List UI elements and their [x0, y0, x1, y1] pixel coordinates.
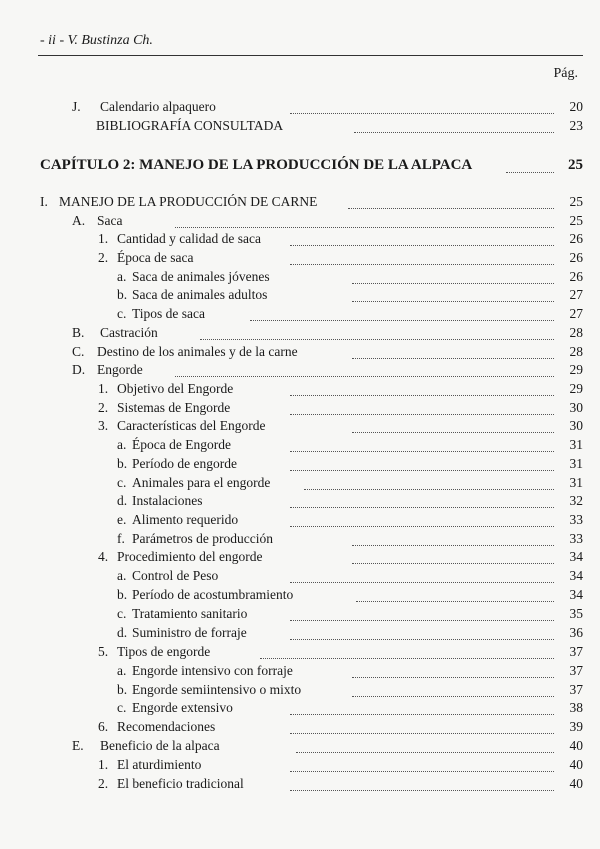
- toc-entry-title: Período de engorde: [132, 456, 237, 471]
- toc-entry: [0, 624, 600, 642]
- toc-entry-page-number: 33: [569, 512, 583, 527]
- toc-entry-marker: 1.: [98, 231, 109, 246]
- toc-entry-marker: c.: [117, 475, 127, 490]
- toc-entry-marker: a.: [117, 568, 127, 583]
- toc-entry: [0, 699, 600, 717]
- toc-entry: [0, 474, 600, 492]
- toc-entry: [0, 455, 600, 473]
- toc-entry-title: Saca: [97, 213, 123, 228]
- toc-entry-title: Engorde intensivo con forraje: [132, 663, 293, 678]
- dot-leader: [290, 702, 554, 715]
- toc-entry: [0, 567, 600, 585]
- toc-entry-title: Procedimiento del engorde: [117, 549, 263, 564]
- toc-entry-page-number: 26: [569, 250, 583, 265]
- toc-entry-page-number: 36: [569, 625, 583, 640]
- toc-entry-page-number: 26: [569, 231, 583, 246]
- dot-leader: [290, 778, 554, 791]
- dot-leader: [290, 458, 554, 471]
- toc-entry-page-number: 34: [569, 587, 583, 602]
- toc-entry-page-number: 38: [569, 700, 583, 715]
- dot-leader: [290, 101, 554, 114]
- toc-entry-marker: d.: [117, 625, 128, 640]
- toc-entry: [0, 737, 600, 755]
- toc-entry: [0, 718, 600, 736]
- toc-entry-title: CAPÍTULO 2: MANEJO DE LA PRODUCCIÓN DE LA ALPACA: [40, 157, 473, 173]
- toc-entry-title: Cantidad y calidad de saca: [117, 231, 261, 246]
- toc-entry: [0, 117, 600, 135]
- toc-entry-marker: 4.: [98, 549, 109, 564]
- toc-entry-title: Suministro de forraje: [132, 625, 247, 640]
- toc-entry-marker: f.: [117, 531, 125, 546]
- toc-entry-title: Castración: [100, 325, 158, 340]
- chapter-heading: [0, 155, 600, 175]
- toc-entry-title: Engorde semiintensivo o mixto: [132, 682, 302, 697]
- dot-leader: [352, 271, 554, 284]
- toc-entry-title: Destino de los animales y de la carne: [97, 344, 298, 359]
- toc-entry: [0, 193, 600, 211]
- toc-entry-page-number: 40: [569, 776, 583, 791]
- dot-leader: [200, 327, 554, 340]
- dot-leader: [290, 570, 554, 583]
- toc-entry: [0, 230, 600, 248]
- dot-leader: [290, 439, 554, 452]
- toc-entry-title: MANEJO DE LA PRODUCCIÓN DE CARNE: [59, 194, 318, 209]
- dot-leader: [352, 346, 554, 359]
- toc-entry-page-number: 34: [569, 568, 583, 583]
- toc-entry-marker: C.: [72, 344, 85, 359]
- page-column-label: Pág.: [553, 66, 578, 81]
- toc-entry-marker: a.: [117, 437, 127, 452]
- toc-entry-title: Saca de animales adultos: [132, 287, 268, 302]
- toc-entry-page-number: 20: [569, 99, 583, 114]
- toc-entry-page-number: 32: [569, 493, 583, 508]
- dot-leader: [250, 308, 554, 321]
- toc-entry: [0, 98, 600, 116]
- toc-entry-marker: I.: [40, 194, 48, 209]
- toc-entry-page-number: 31: [569, 456, 583, 471]
- toc-entry: [0, 436, 600, 454]
- toc-entry-title: Sistemas de Engorde: [117, 400, 231, 415]
- toc-entry-page-number: 29: [569, 362, 583, 377]
- toc-entry: [0, 548, 600, 566]
- toc-entry-marker: b.: [117, 587, 128, 602]
- toc-entry: [0, 681, 600, 699]
- toc-entry-marker: c.: [117, 306, 127, 321]
- toc-entry-page-number: 25: [568, 157, 583, 173]
- toc-entry: [0, 662, 600, 680]
- toc-entry: [0, 361, 600, 379]
- dot-leader: [290, 627, 554, 640]
- toc-entry: [0, 417, 600, 435]
- toc-entry-title: Recomendaciones: [117, 719, 216, 734]
- toc-entry-marker: a.: [117, 663, 127, 678]
- dot-leader: [352, 289, 554, 302]
- toc-entry-title: Engorde extensivo: [132, 700, 233, 715]
- dot-leader: [290, 721, 554, 734]
- toc-entry-marker: 2.: [98, 250, 109, 265]
- toc-entry-title: Calendario alpaquero: [100, 99, 216, 114]
- dot-leader: [304, 477, 554, 490]
- toc-entry-marker: a.: [117, 269, 127, 284]
- toc-entry-marker: d.: [117, 493, 128, 508]
- toc-entry-page-number: 25: [569, 213, 583, 228]
- toc-entry-page-number: 33: [569, 531, 583, 546]
- dot-leader: [175, 364, 554, 377]
- toc-entry-title: Características del Engorde: [117, 418, 266, 433]
- toc-entry: [0, 286, 600, 304]
- toc-entry: [0, 399, 600, 417]
- toc-entry-page-number: 27: [569, 287, 583, 302]
- dot-leader: [356, 589, 554, 602]
- toc-entry-page-number: 29: [569, 381, 583, 396]
- dot-leader: [352, 665, 554, 678]
- toc-entry-page-number: 28: [569, 344, 583, 359]
- toc-entry-marker: c.: [117, 700, 127, 715]
- toc-entry-marker: E.: [72, 738, 84, 753]
- toc-entry-title: Época de saca: [117, 250, 194, 265]
- toc-entry-marker: A.: [72, 213, 86, 228]
- dot-leader: [290, 759, 554, 772]
- toc-entry: [0, 511, 600, 529]
- toc-entry: [0, 305, 600, 323]
- toc-entry-marker: b.: [117, 456, 128, 471]
- toc-entry-page-number: 25: [569, 194, 583, 209]
- toc-entry-title: Objetivo del Engorde: [117, 381, 234, 396]
- toc-entry-marker: B.: [72, 325, 85, 340]
- toc-entry: [0, 530, 600, 548]
- toc-entry-page-number: 30: [569, 418, 583, 433]
- toc-entry: [0, 643, 600, 661]
- toc-entry-page-number: 35: [569, 606, 583, 621]
- dot-leader: [354, 120, 554, 133]
- toc-entry-marker: b.: [117, 287, 128, 302]
- toc-entry: [0, 756, 600, 774]
- toc-entry-page-number: 37: [569, 682, 583, 697]
- toc-entry-marker: D.: [72, 362, 86, 377]
- dot-leader: [506, 160, 554, 173]
- toc-entry-marker: e.: [117, 512, 127, 527]
- toc-entry: [0, 212, 600, 230]
- toc-entry-title: BIBLIOGRAFÍA CONSULTADA: [96, 118, 284, 133]
- dot-leader: [348, 196, 554, 209]
- toc-entry-title: Parámetros de producción: [132, 531, 273, 546]
- toc-entry-marker: b.: [117, 682, 128, 697]
- toc-entry-title: Engorde: [97, 362, 143, 377]
- toc-entry: [0, 268, 600, 286]
- dot-leader: [290, 233, 554, 246]
- toc-entry-page-number: 31: [569, 475, 583, 490]
- toc-entry-title: Tratamiento sanitario: [132, 606, 248, 621]
- toc-entry-page-number: 40: [569, 757, 583, 772]
- toc-entry-page-number: 23: [569, 118, 583, 133]
- toc-entry-title: Animales para el engorde: [132, 475, 271, 490]
- dot-leader: [352, 533, 554, 546]
- toc-entry: [0, 343, 600, 361]
- toc-entry-title: Período de acostumbramiento: [132, 587, 294, 602]
- toc-entry: [0, 586, 600, 604]
- toc-entry: [0, 249, 600, 267]
- toc-entry-page-number: 34: [569, 549, 583, 564]
- dot-leader: [290, 514, 554, 527]
- dot-leader: [175, 215, 554, 228]
- toc-entry-page-number: 37: [569, 644, 583, 659]
- toc-entry-title: Instalaciones: [132, 493, 203, 508]
- toc-entry: [0, 492, 600, 510]
- toc-entry-page-number: 40: [569, 738, 583, 753]
- dot-leader: [352, 420, 554, 433]
- toc-entry-marker: J.: [72, 99, 81, 114]
- dot-leader: [290, 252, 554, 265]
- toc-entry-marker: 2.: [98, 776, 109, 791]
- toc-entry-title: El aturdimiento: [117, 757, 202, 772]
- toc-entry-title: Tipos de saca: [132, 306, 205, 321]
- toc-entry-title: Beneficio de la alpaca: [100, 738, 220, 753]
- toc-entry-title: Alimento requerido: [132, 512, 239, 527]
- toc-entry-title: Tipos de engorde: [117, 644, 211, 659]
- toc-entry-marker: 1.: [98, 381, 109, 396]
- toc-entry-title: El beneficio tradicional: [117, 776, 244, 791]
- toc-entry-marker: 1.: [98, 757, 109, 772]
- toc-entry-title: Control de Peso: [132, 568, 219, 583]
- dot-leader: [290, 608, 554, 621]
- toc-entry-page-number: 31: [569, 437, 583, 452]
- toc-entry-marker: c.: [117, 606, 127, 621]
- toc-entry-page-number: 26: [569, 269, 583, 284]
- dot-leader: [296, 740, 554, 753]
- toc-entry: [0, 775, 600, 793]
- running-header: - ii - V. Bustinza Ch.: [40, 33, 153, 48]
- toc-entry-marker: 5.: [98, 644, 109, 659]
- dot-leader: [352, 684, 554, 697]
- dot-leader: [260, 646, 554, 659]
- toc-entry-title: Época de Engorde: [132, 437, 231, 452]
- toc-entry-page-number: 37: [569, 663, 583, 678]
- toc-entry-page-number: 39: [569, 719, 583, 734]
- dot-leader: [290, 402, 554, 415]
- dot-leader: [290, 383, 554, 396]
- toc-entry-marker: 3.: [98, 418, 109, 433]
- toc-entry-page-number: 27: [569, 306, 583, 321]
- toc-entry-marker: 6.: [98, 719, 109, 734]
- toc-entry: [0, 380, 600, 398]
- toc-entry-marker: 2.: [98, 400, 109, 415]
- toc-entry: [0, 324, 600, 342]
- toc-entry: [0, 605, 600, 623]
- toc-entry-title: Saca de animales jóvenes: [132, 269, 270, 284]
- toc-entry-page-number: 30: [569, 400, 583, 415]
- dot-leader: [352, 551, 554, 564]
- dot-leader: [290, 495, 554, 508]
- toc-entry-page-number: 28: [569, 325, 583, 340]
